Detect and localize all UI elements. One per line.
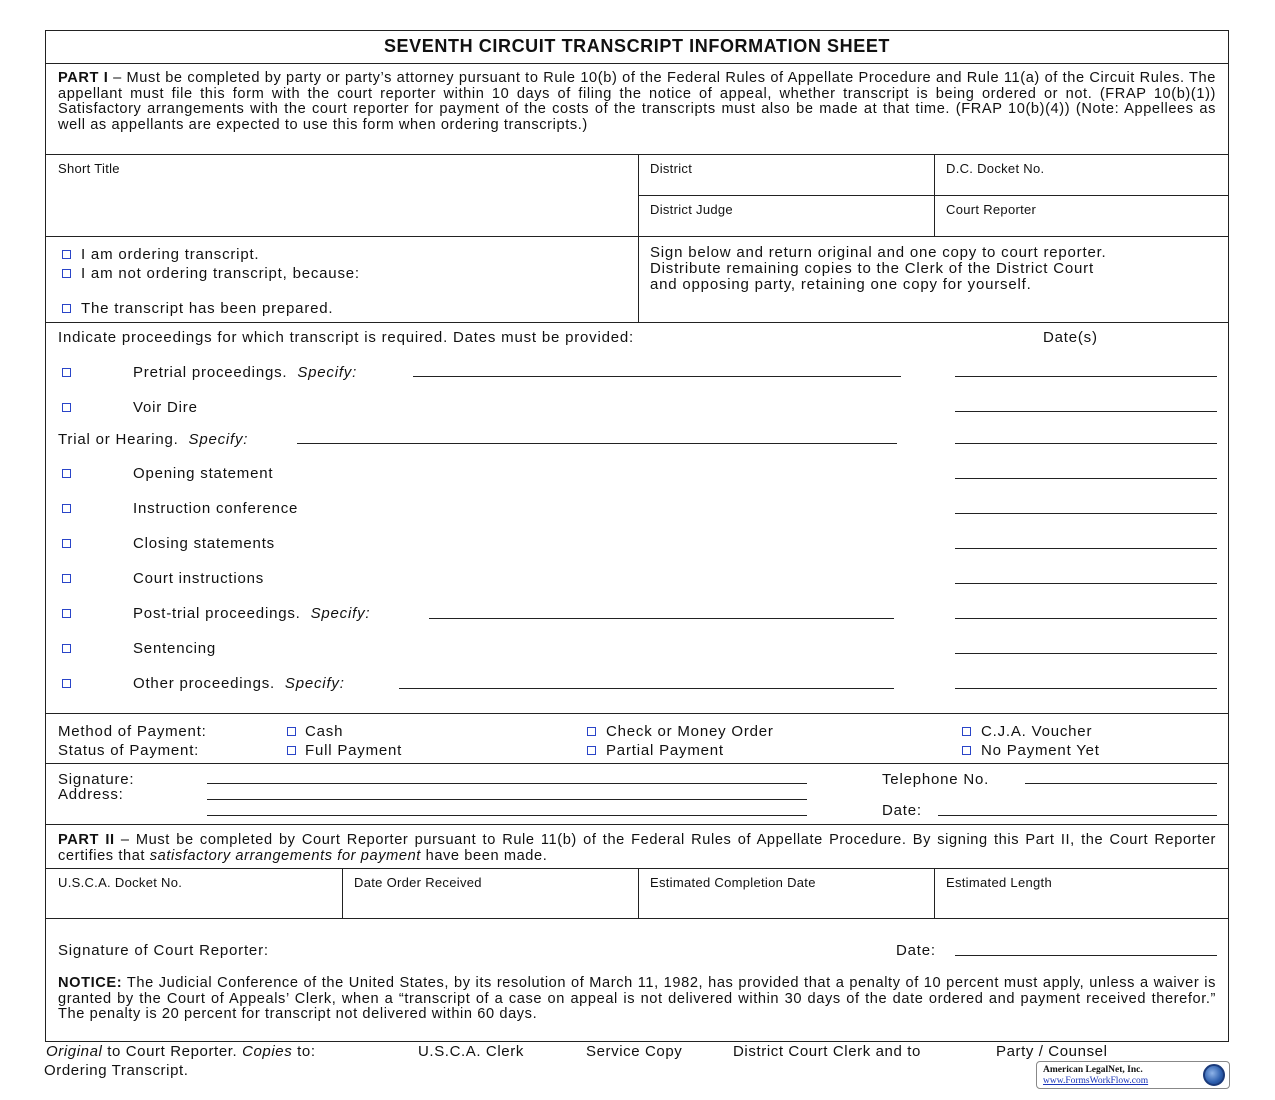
party-copy: Party / Counsel: [996, 1043, 1108, 1060]
reporter-signature-label: Signature of Court Reporter:: [58, 942, 269, 959]
opening-checkbox[interactable]: [62, 469, 71, 478]
rule: [45, 154, 1229, 155]
rule: [934, 868, 935, 918]
rule: [342, 868, 343, 918]
telephone-line[interactable]: [1025, 783, 1217, 784]
post-trial-label: [133, 605, 370, 622]
cja-checkbox[interactable]: [962, 727, 971, 736]
trial-text: Trial or Hearing.: [58, 431, 179, 448]
other-checkbox[interactable]: [62, 679, 71, 688]
distribution-line: [46, 1043, 316, 1060]
specify-label: Specify:: [284, 675, 345, 692]
pretrial-text: Pretrial proceedings.: [133, 364, 288, 381]
logo-name: American LegalNet, Inc.: [1043, 1065, 1143, 1075]
part2-text-end: have been made.: [420, 847, 548, 864]
short-title-field[interactable]: Short Title: [58, 161, 120, 176]
rule: [45, 763, 1229, 764]
rule: [45, 713, 1229, 714]
court-instructions-date-line[interactable]: [955, 583, 1217, 584]
rule: [45, 322, 1229, 323]
court-instructions-checkbox[interactable]: [62, 574, 71, 583]
address-line[interactable]: [207, 815, 807, 816]
instruction-conference-checkbox[interactable]: [62, 504, 71, 513]
voir-dire-label: Voir Dire: [133, 399, 198, 416]
rule: [45, 918, 1229, 919]
sentencing-checkbox[interactable]: [62, 644, 71, 653]
trial-label: [58, 431, 248, 448]
globe-icon: [1203, 1064, 1225, 1086]
post-trial-date-line[interactable]: [955, 618, 1217, 619]
usca-docket-field[interactable]: U.S.C.A. Docket No.: [58, 875, 183, 890]
partial-payment-checkbox[interactable]: [587, 746, 596, 755]
full-payment-checkbox[interactable]: [287, 746, 296, 755]
logo-url[interactable]: www.FormsWorkFlow.com: [1043, 1076, 1149, 1086]
trial-date-line[interactable]: [955, 443, 1217, 444]
rule: [934, 154, 935, 236]
pretrial-label: [133, 364, 357, 381]
original-label: Original: [46, 1043, 103, 1060]
pretrial-date-line[interactable]: [955, 376, 1217, 377]
part2-instructions: [58, 833, 1216, 864]
district-field[interactable]: District: [650, 161, 693, 176]
date-label: Date:: [882, 802, 922, 819]
instructions-line: and opposing party, retaining one copy for yourself.: [650, 276, 1032, 293]
specify-label: Specify:: [188, 431, 249, 448]
notice-text: The Judicial Conference of the United States, by its resolution of March 11, 1982, has provided that a penalty of 10 percent must apply, unless a waiver is granted by the Court of Appeals’ Clerk, when a “transcript of a case on appeal is not delivered within 30 days of the date ordered and payment received therefor.” The penalty is 20 percent for transcript not delivered within 60 days.: [58, 975, 1216, 1023]
not-ordering-checkbox[interactable]: [62, 269, 71, 278]
check-label: Check or Money Order: [606, 723, 774, 740]
notice-label: NOTICE:: [58, 975, 123, 991]
americanlegalnet-logo[interactable]: [1036, 1061, 1230, 1089]
sentencing-date-line[interactable]: [955, 653, 1217, 654]
closing-checkbox[interactable]: [62, 539, 71, 548]
specify-label: Specify:: [297, 364, 358, 381]
voir-dire-date-line[interactable]: [955, 411, 1217, 412]
court-reporter-field[interactable]: Court Reporter: [946, 202, 1037, 217]
court-instructions-label: Court instructions: [133, 570, 265, 587]
other-text: Other proceedings.: [133, 675, 275, 692]
opening-label: Opening statement: [133, 465, 274, 482]
signature-label: Signature:: [58, 771, 135, 788]
closing-date-line[interactable]: [955, 548, 1217, 549]
to-reporter-text: to Court Reporter.: [102, 1043, 243, 1060]
docket-no-field[interactable]: D.C. Docket No.: [946, 161, 1045, 176]
rule: [45, 868, 1229, 869]
part1-text: – Must be completed by party or party’s attorney pursuant to Rule 10(b) of the Federal Rules of Appellate Procedure and Rule 11(a) of the Circuit Rules. The appellant must file this form with the court reporter within 10 days of filing the notice of appeal, whether transcript is being ordered or not. (FRAP 10(b)(1)) Satisfactory arrangements with the court reporter for payment of the costs of the transcripts must also be made at that time. (FRAP 10(b)(4)) (Note: Appellees as well as appellants are expected to use this form when ordering transcripts.): [58, 70, 1216, 133]
partial-payment-label: Partial Payment: [606, 742, 724, 759]
trial-specify-line[interactable]: [297, 443, 897, 444]
full-payment-label: Full Payment: [305, 742, 403, 759]
post-trial-text: Post-trial proceedings.: [133, 605, 301, 622]
instruction-conference-date-line[interactable]: [955, 513, 1217, 514]
rule: [638, 868, 639, 918]
instruction-conference-label: Instruction conference: [133, 500, 299, 517]
post-trial-specify-line[interactable]: [429, 618, 894, 619]
pretrial-specify-line[interactable]: [413, 376, 901, 377]
other-specify-line[interactable]: [399, 688, 894, 689]
date-order-received-field[interactable]: Date Order Received: [354, 875, 482, 890]
dates-header: Date(s): [1043, 329, 1098, 346]
not-ordering-label: I am not ordering transcript, because:: [81, 265, 360, 282]
voir-dire-checkbox[interactable]: [62, 403, 71, 412]
part1-instructions: [58, 71, 1216, 133]
copies-label: Copies: [242, 1043, 293, 1060]
dc-clerk-copy: District Court Clerk and to: [733, 1043, 921, 1060]
part2-label: PART II: [58, 832, 115, 848]
telephone-label: Telephone No.: [882, 771, 990, 788]
address-label: Address:: [58, 786, 124, 803]
method-of-payment-label: Method of Payment:: [58, 723, 207, 740]
other-date-line[interactable]: [955, 688, 1217, 689]
check-checkbox[interactable]: [587, 727, 596, 736]
clerk-copy: U.S.C.A. Clerk: [418, 1043, 524, 1060]
no-payment-checkbox[interactable]: [962, 746, 971, 755]
estimated-length-field[interactable]: Estimated Length: [946, 875, 1052, 890]
rule: [45, 63, 1229, 64]
cash-checkbox[interactable]: [287, 727, 296, 736]
address-line[interactable]: [207, 799, 807, 800]
form-title: SEVENTH CIRCUIT TRANSCRIPT INFORMATION SHEET: [383, 36, 891, 56]
reporter-date-line[interactable]: [955, 955, 1217, 956]
part2-italic: satisfactory arrangements for payment: [149, 847, 421, 864]
reporter-date-label: Date:: [896, 942, 936, 959]
status-of-payment-label: Status of Payment:: [58, 742, 200, 759]
completion-date-field[interactable]: Estimated Completion Date: [650, 875, 816, 890]
district-judge-field[interactable]: District Judge: [650, 202, 733, 217]
notice: [58, 976, 1216, 1023]
cash-label: Cash: [305, 723, 344, 740]
no-payment-label: No Payment Yet: [981, 742, 1100, 759]
prepared-checkbox[interactable]: [62, 304, 71, 313]
ordering-transcript: Ordering Transcript.: [44, 1062, 189, 1079]
service-copy: Service Copy: [586, 1043, 683, 1060]
other-label: [133, 675, 345, 692]
ordering-checkbox[interactable]: [62, 250, 71, 259]
prepared-label: The transcript has been prepared.: [81, 300, 334, 317]
part1-label: PART I: [58, 70, 109, 86]
pretrial-checkbox[interactable]: [62, 368, 71, 377]
sentencing-label: Sentencing: [133, 640, 217, 657]
copies-to-text: to:: [292, 1043, 316, 1060]
cja-label: C.J.A. Voucher: [981, 723, 1093, 740]
post-trial-checkbox[interactable]: [62, 609, 71, 618]
rule: [45, 824, 1229, 825]
closing-label: Closing statements: [133, 535, 275, 552]
opening-date-line[interactable]: [955, 478, 1217, 479]
part2-text: – Must be completed by Court Reporter pursuant to Rule 11(b) of the Federal Rules of Appellate Procedure. By signing this Part II, the Court Reporter certifies that: [58, 832, 1216, 864]
specify-label: Specify:: [310, 605, 371, 622]
instructions-line: Sign below and return original and one copy to court reporter.: [650, 244, 1107, 261]
rule: [638, 154, 639, 322]
date-line[interactable]: [938, 815, 1217, 816]
signature-line[interactable]: [207, 783, 807, 784]
instructions-line: Distribute remaining copies to the Clerk of the District Court: [650, 260, 1094, 277]
ordering-label: I am ordering transcript.: [81, 246, 260, 263]
proceedings-intro: Indicate proceedings for which transcript is required. Dates must be provided:: [58, 329, 634, 346]
rule: [45, 236, 1229, 237]
